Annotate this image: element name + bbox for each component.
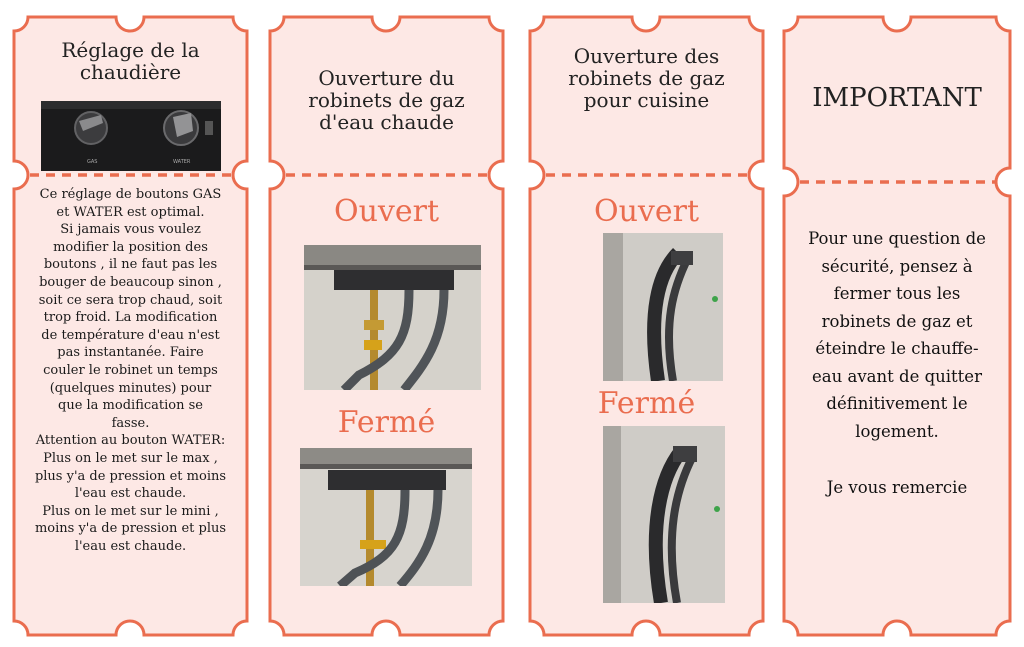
text-line: Attention au bouton WATER:: [35, 433, 226, 449]
kitchen-valve-closed-photo: [603, 426, 725, 603]
panel-kitchen-gas-valves: [530, 17, 763, 635]
panel-title: Ouverture du robinets de gaz d'eau chaude: [308, 66, 465, 134]
text-line: de température d'eau n'est: [41, 327, 220, 343]
text-line: bouger de beaucoup sinon ,: [39, 274, 222, 290]
text-line: sécurité, pensez à: [821, 256, 973, 276]
safety-instructions: [796, 225, 998, 445]
panel-hot-water-gas-valve: [270, 17, 503, 635]
closed-label: Fermé: [597, 386, 696, 421]
text-line: fermer tous les: [833, 284, 961, 303]
text-line: éteindre le chauffe-: [815, 339, 979, 358]
panel-title: Ouverture des robinets de gaz pour cuisine: [568, 44, 725, 112]
closed-label: Fermé: [337, 405, 436, 440]
text-line: eau avant de quitter: [812, 366, 982, 386]
text-line: modifier la position des: [53, 239, 208, 255]
text-line: Ce réglage de boutons GAS: [39, 187, 222, 202]
boiler-instructions: [24, 186, 237, 555]
kitchen-valve-open-photo: [603, 233, 723, 381]
text-line: fasse.: [111, 415, 150, 431]
text-line: Plus on le met sur le mini ,: [42, 503, 219, 519]
panel-important: [784, 17, 1010, 635]
text-line: couler le robinet un temps: [43, 362, 218, 378]
valve-closed-photo: [300, 448, 472, 586]
panel-title: IMPORTANT: [812, 83, 982, 113]
valve-open-photo: [304, 245, 481, 390]
boiler-knobs-photo: [41, 101, 221, 171]
open-label: Ouvert: [593, 194, 699, 229]
open-label: Ouvert: [333, 194, 439, 229]
text-line: Pour une question de: [808, 229, 986, 248]
text-line: Si jamais vous voulez: [60, 222, 201, 238]
text-line: moins y'a de pression et plus: [34, 521, 227, 537]
text-line: robinets de gaz et: [821, 311, 973, 331]
text-line: Plus on le met sur le max ,: [43, 450, 218, 466]
text-line: l'eau est chaude.: [74, 486, 187, 502]
text-line: (quelques minutes) pour: [49, 380, 212, 396]
text-line: soit ce sera trop chaud, soit: [38, 292, 223, 308]
text-line: que la modification se: [58, 398, 203, 414]
text-line: boutons , il ne faut pas les: [43, 257, 218, 273]
text-line: définitivement le: [826, 394, 968, 413]
panel-title: Réglage de la chaudière: [61, 38, 200, 84]
text-line: et WATER est optimal.: [56, 204, 205, 220]
text-line: trop froid. La modification: [43, 310, 218, 326]
text-line: l'eau est chaude.: [74, 538, 187, 554]
gas-label: GAS: [87, 159, 98, 165]
thanks-text: Je vous remercie: [826, 478, 968, 497]
text-line: plus y'a de pression et moins: [34, 468, 227, 484]
text-line: pas instantanée. Faire: [57, 345, 204, 361]
panel-boiler-settings: [14, 17, 247, 635]
text-line: logement.: [855, 421, 939, 441]
water-label: WATER: [173, 159, 191, 165]
